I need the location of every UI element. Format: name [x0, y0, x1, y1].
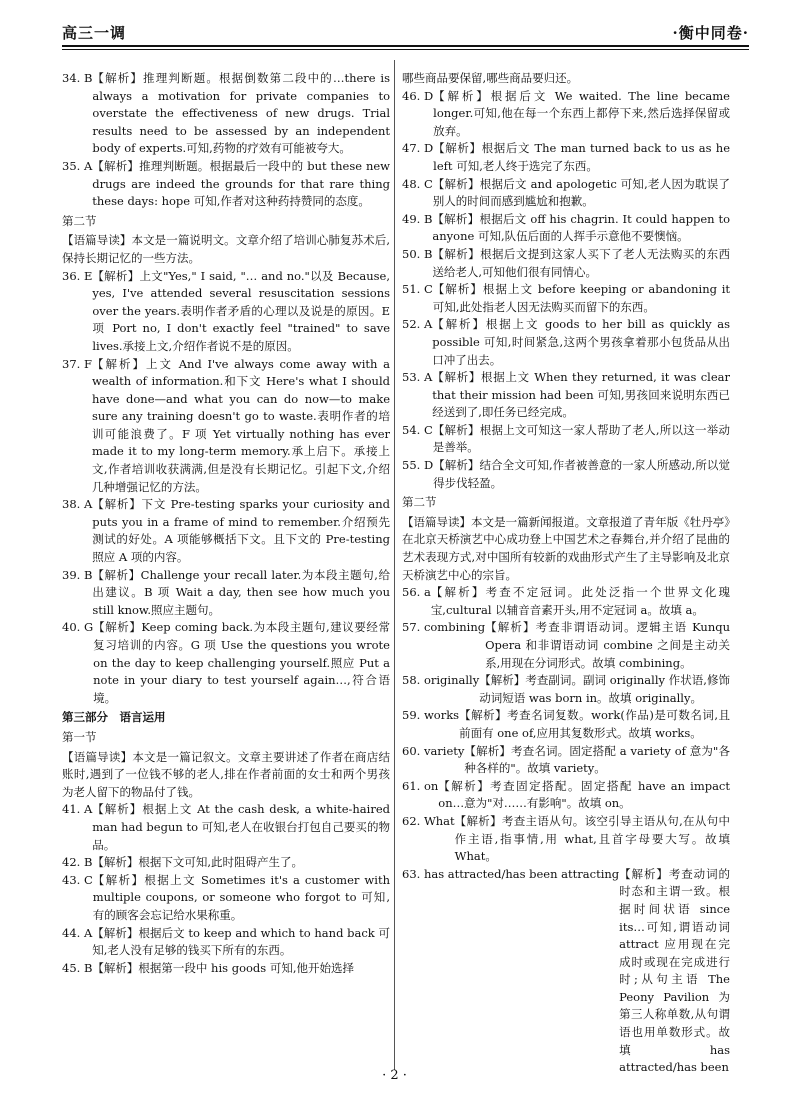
answer-number: 36. E — [62, 268, 93, 283]
answer-explanation: 【解析】根据第一段中 his goods 可知,他开始选择 — [92, 960, 354, 975]
answer-item — [62, 268, 390, 356]
answer-item — [402, 316, 730, 369]
answer-explanation: 【解析】根据上文 before keeping or abandoning it 可知,此处指老人因无法购买而留下的东西。 — [432, 282, 730, 314]
answer-explanation: 【解析】根据上文 Sometimes it's a customer with multiple coupons, or someone who forgot to 可知,有的顾客会忘记给水果称重。 — [92, 872, 390, 922]
answer-number: 43. C — [62, 872, 93, 887]
answer-explanation: 【解析】考查副词。副词 originally 作状语,修饰动词短语 was born in。故填 originally。 — [479, 673, 730, 705]
answer-item — [62, 960, 390, 978]
answer-item — [402, 281, 730, 316]
answer-number: 50. B — [402, 246, 433, 261]
answer-item — [402, 211, 730, 246]
header-rule — [62, 45, 749, 47]
intro-paragraph: 哪些商品要保留,哪些商品要归还。 — [402, 71, 579, 85]
intro-paragraph: 【语篇导读】本文是一篇说明文。文章介绍了培训心肺复苏术后,保持长期记忆的一些方法。 — [62, 233, 390, 265]
answer-item — [62, 619, 390, 707]
answer-number: 59. works — [402, 708, 460, 723]
answer-number: 54. C — [402, 422, 433, 437]
header-series: ·衡中同卷· — [672, 24, 749, 42]
answer-item — [62, 854, 390, 872]
answer-explanation: 【解析】上文 And I've always come away with a wealth of information.和下文 Here's what I should have done—and what you can do now—to make sure any training doesn't go to waste.表明作者的培训可能浪费了。F 项 Yet virtually nothing has ever made it to my long-term memory.承上启下。承接上文,作者培训收获满满,但是没有长期记忆。引起下文,介绍几种增强记忆的方法。 — [91, 356, 390, 494]
answer-number: 37. F — [62, 356, 92, 371]
left-column — [62, 70, 390, 977]
part-heading: 第三部分 语言运用 — [62, 710, 166, 725]
answer-item — [402, 422, 730, 457]
answer-explanation: 【解析】根据上文可知这一家人帮助了老人,所以这一举动是善举。 — [432, 422, 730, 455]
answer-explanation: 【解析】考查不定冠词。此处泛指一个世界文化瑰宝,cultural 以辅音音素开头,用不定冠词 a。故填 a。 — [430, 585, 730, 617]
answer-item — [402, 743, 730, 778]
answer-number: 60. variety — [402, 743, 465, 758]
answer-explanation: 【解析】根据上文 When they returned, it was clear that their mission had been 可知,男孩回来说明东西已经送到了,即任务已经完成。 — [432, 370, 730, 420]
answer-number: 48. C — [402, 176, 433, 191]
answer-number: 57. combining — [402, 620, 486, 635]
answer-explanation: 【解析】考查固定搭配。固定搭配 have an impact on…意为"对……有影响"。故填 on。 — [438, 778, 730, 811]
answer-explanation: 【解析】根据后文 to keep and which to hand back 可知,老人没有足够的钱买下所有的东西。 — [92, 925, 390, 958]
answer-number: 49. B — [402, 211, 433, 226]
answer-number: 52. A — [402, 317, 433, 332]
answer-explanation: 【解析】下文 Pre-testing sparks your curiosity and puts you in a frame of mind to remember.介绍预先测试的好处。A 项能够概括下文。且下文的 Pre-testing 照应 A 项的内容。 — [92, 497, 390, 565]
answer-number: 42. B — [62, 855, 93, 870]
answer-item — [402, 672, 730, 707]
answer-explanation: 【解析】考查非谓语动词。逻辑主语 Kunqu Opera 和非谓语动词 combine 之间是主动关系,用现在分词形式。故填 combining。 — [485, 620, 730, 670]
answer-number: 38. A — [62, 497, 93, 512]
answer-number: 63. has attracted/has been attracting — [402, 866, 620, 881]
answer-number: 55. D — [402, 458, 434, 473]
answer-number: 46. D — [402, 88, 434, 103]
answer-explanation: 【解析】根据后文 We waited. The line became longer.可知,他在每一个东西上都停下来,然后选择保留或放弃。 — [433, 88, 730, 138]
answer-item — [62, 872, 390, 925]
answer-item — [62, 925, 390, 960]
answer-explanation: 【解析】上文"Yes," I said, "… and no."以及 Because, yes, I've attended several resuscitation sessions over the years.表明作者矛盾的心理以及说是的原因。E 项 Port no, I don't exactly feel "trained" to save lives.承接上文,介绍作者说不是的原因。 — [92, 268, 390, 353]
answer-item — [62, 70, 390, 158]
answer-number: 34. B — [62, 71, 93, 85]
answer-item — [402, 584, 730, 619]
right-column — [402, 70, 730, 1077]
answer-explanation: 【解析】考查主语从句。该空引导主语从句,在从句中作主语,指事情,用 what,且首字母要大写。故填 What。 — [454, 813, 730, 864]
answer-explanation: 【解析】根据后文 and apologetic 可知,老人因为耽误了别人的时间而感到尴尬和抱歉。 — [432, 176, 730, 209]
answer-item — [402, 88, 730, 141]
answer-item — [62, 356, 390, 497]
answer-number: 58. originally — [402, 673, 480, 688]
section-heading: 第二节 — [62, 213, 97, 228]
answer-explanation: 【解析】根据后文提到这家人买下了老人无法购买的东西送给老人,可知他们很有同情心。 — [432, 246, 730, 279]
answer-explanation: 【解析】根据后文 The man turned back to us as he left 可知,老人终于选完了东西。 — [433, 141, 730, 173]
answer-number: 61. on — [402, 778, 439, 793]
answer-item — [62, 158, 390, 211]
answer-item — [402, 176, 730, 211]
answer-item — [402, 369, 730, 422]
column-divider — [394, 60, 395, 1070]
section-heading: 第二节 — [402, 495, 437, 510]
answer-explanation: 【解析】推理判断题。根据倒数第二段中的…there is always a motivation for private companies to overstate the effectiveness of new drugs. Trial results need to be assessed by an independent body of experts.可知,药物的疗效有可能被夸大。 — [92, 71, 390, 156]
answer-item — [402, 246, 730, 281]
answer-number: 45. B — [62, 960, 93, 975]
answer-explanation: 【解析】根据上文 goods to her bill as quickly as possible 可知,时间紧急,这两个男孩拿着那小包货品从出口冲了出去。 — [432, 317, 730, 367]
answer-explanation: 【解析】根据上文 At the cash desk, a white-haired man had begun to 可知,老人在收银台打包自己要买的物品。 — [92, 802, 390, 852]
answer-explanation: 【解析】根据下文可知,此时阻碍产生了。 — [92, 855, 304, 870]
answer-explanation: 【解析】根据后文 off his chagrin. It could happen to anyone 可知,队伍后面的人挥手示意他不要懊恼。 — [432, 211, 730, 244]
answer-explanation: 【解析】Challenge your recall later.为本段主题句,给出建议。B 项 Wait a day, then see how much you still know.照应主题句。 — [92, 567, 390, 617]
answer-number: 44. A — [62, 925, 93, 940]
answer-explanation: 【解析】考查动词的时态和主谓一致。根据时间状语 since its…可知,谓语动词 attract 应用现在完成时或现在完成进行时;从句主语 The Peony Pavilion 为第三人称单数,从句谓语也用单数形式。故填 has attracted/has been — [619, 866, 730, 1075]
intro-paragraph: 【语篇导读】本文是一篇新闻报道。文章报道了青年版《牡丹亭》在北京天桥演艺中心成功登上中国艺术之春舞台,并介绍了昆曲的艺术表现方式,对中国所有较新的戏曲形式产生了主导影响及北京天桥演艺中心的宗旨。 — [402, 514, 730, 582]
answer-number: 35. A — [62, 158, 93, 173]
answer-number: 40. G — [62, 620, 94, 635]
answer-number: 41. A — [62, 802, 93, 817]
answer-number: 56. a — [402, 585, 431, 600]
answer-number: 39. B — [62, 567, 93, 582]
answer-number: 51. C — [402, 282, 433, 297]
answer-number: 62. What — [402, 813, 455, 828]
answer-explanation: 【解析】结合全文可知,作者被善意的一家人所感动,所以觉得步伐轻盈。 — [433, 458, 730, 490]
header-title: 高三一调 — [62, 24, 127, 42]
section-heading: 第一节 — [62, 729, 97, 744]
answer-item — [402, 813, 730, 866]
answer-item — [62, 496, 390, 566]
answer-explanation: 【解析】考查名词复数。work(作品)是可数名词,且前面有 one of,应用其复数形式。故填 works。 — [459, 708, 730, 740]
answer-item — [402, 866, 730, 1077]
page-number: · 2 · — [382, 1068, 407, 1083]
page-header — [62, 20, 749, 46]
answer-item — [62, 801, 390, 854]
answer-number: 53. A — [402, 370, 433, 385]
answer-explanation: 【解析】考查名词。固定搭配 a variety of 意为"各种各样的"。故填 variety。 — [464, 743, 730, 776]
answer-explanation: 【解析】Keep coming back.为本段主题句,建议要经常复习培训的内容。G 项 Use the questions you wrote on the day to keep challenging yourself.照应 Put a note in your diary to test yourself again…,符合语境。 — [93, 620, 390, 705]
answer-number: 47. D — [402, 141, 434, 156]
answer-item — [402, 140, 730, 175]
answer-item — [402, 619, 730, 672]
answer-item — [402, 778, 730, 813]
intro-paragraph: 【语篇导读】本文是一篇记叙文。文章主要讲述了作者在商店结账时,遇到了一位钱不够的老人,排在作者前面的女士和两个男孩为老人留下的物品付了钱。 — [62, 749, 390, 799]
header-rule-thin — [62, 49, 749, 50]
answer-item — [402, 707, 730, 742]
answer-item — [62, 567, 390, 620]
answer-explanation: 【解析】推理判断题。根据最后一段中的 but these new drugs are indeed the grounds for that rare thing these days: hope 可知,作者对这种药持赞同的态度。 — [92, 158, 390, 209]
answer-item — [402, 457, 730, 492]
